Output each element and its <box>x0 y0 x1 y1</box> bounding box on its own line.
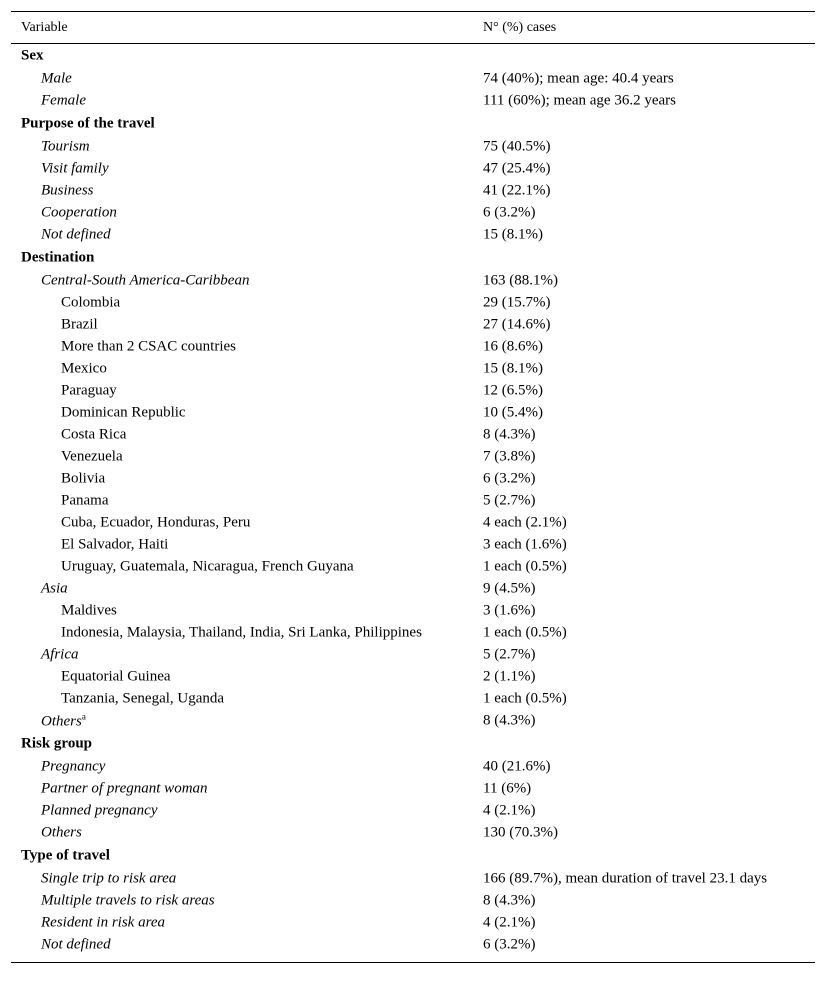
row-label <box>61 494 108 509</box>
row-label-text: Others <box>41 824 82 841</box>
row-label <box>41 760 105 775</box>
row-value: 6 (3.2%) <box>483 204 536 221</box>
table-row <box>11 644 815 666</box>
row-value: 74 (40%); mean age: 40.4 years <box>483 70 674 87</box>
row-label-text: Asia <box>41 580 68 597</box>
row-label-text: Resident in risk area <box>41 914 166 931</box>
row-label-text: More than 2 CSAC countries <box>61 338 236 355</box>
row-value: 7 (3.8%) <box>483 448 536 465</box>
row-label <box>41 94 86 109</box>
table-row <box>11 292 815 314</box>
row-value: 3 each (1.6%) <box>483 536 567 553</box>
table-row <box>11 402 815 424</box>
row-label-text: Others <box>41 713 82 730</box>
table-row <box>11 490 815 512</box>
row-value: 5 (2.7%) <box>483 492 536 509</box>
table-row <box>11 800 815 822</box>
row-label-text: Type of travel <box>21 847 110 864</box>
row-label-text: Cuba, Ecuador, Honduras, Peru <box>61 514 251 531</box>
table-row <box>11 512 815 534</box>
table-row <box>11 380 815 402</box>
row-label-text: Equatorial Guinea <box>61 668 171 685</box>
row-value: 111 (60%); mean age 36.2 years <box>483 92 676 109</box>
table-header <box>11 12 815 44</box>
row-label <box>61 626 422 641</box>
row-value: 41 (22.1%) <box>483 182 551 199</box>
row-label <box>41 713 86 730</box>
row-label <box>61 516 250 531</box>
row-label-text: Female <box>41 92 86 109</box>
row-label <box>61 428 126 443</box>
table-row <box>11 468 815 490</box>
row-label-text: Not defined <box>41 226 111 243</box>
row-label <box>41 162 109 177</box>
row-label <box>61 296 120 311</box>
row-value: 5 (2.7%) <box>483 646 536 663</box>
row-label <box>61 692 224 707</box>
row-label <box>21 737 92 752</box>
row-label-text: Paraguay <box>61 382 117 399</box>
row-label <box>61 538 168 553</box>
table-row <box>11 136 815 158</box>
row-label-text: Multiple travels to risk areas <box>41 892 215 909</box>
row-label <box>41 826 82 841</box>
row-value: 10 (5.4%) <box>483 404 543 421</box>
row-value: 9 (4.5%) <box>483 580 536 597</box>
row-value: 163 (88.1%) <box>483 272 558 289</box>
table-row <box>11 270 815 292</box>
section-row <box>11 246 815 270</box>
row-label <box>41 872 176 887</box>
row-label-text: Colombia <box>61 294 121 311</box>
table-row <box>11 336 815 358</box>
row-value: 16 (8.6%) <box>483 338 543 355</box>
row-value: 47 (25.4%) <box>483 160 551 177</box>
table-row <box>11 158 815 180</box>
row-value: 6 (3.2%) <box>483 470 536 487</box>
row-label-text: Brazil <box>61 316 98 333</box>
section-row <box>11 112 815 136</box>
row-value: 15 (8.1%) <box>483 360 543 377</box>
row-label <box>41 184 94 199</box>
row-label <box>41 582 68 597</box>
row-label-text: Cooperation <box>41 204 117 221</box>
row-label <box>61 318 98 333</box>
row-label-text: Visit family <box>41 160 109 177</box>
row-label-text: Mexico <box>61 360 107 377</box>
table-row <box>11 358 815 380</box>
row-label <box>21 849 110 864</box>
row-value: 1 each (0.5%) <box>483 690 567 707</box>
row-label <box>61 604 117 619</box>
table-row <box>11 534 815 556</box>
row-label <box>41 916 165 931</box>
row-label-text: Panama <box>61 492 109 509</box>
row-label <box>41 894 215 909</box>
row-label-text: Partner of pregnant woman <box>41 780 208 797</box>
row-value: 4 (2.1%) <box>483 914 536 931</box>
row-value: 3 (1.6%) <box>483 602 536 619</box>
row-label-text: El Salvador, Haiti <box>61 536 169 553</box>
table-row <box>11 202 815 224</box>
row-label-text: Central-South America-Caribbean <box>41 272 250 289</box>
row-label <box>21 251 94 266</box>
table-row <box>11 710 815 732</box>
row-value: 4 (2.1%) <box>483 802 536 819</box>
row-label-text: Planned pregnancy <box>41 802 158 819</box>
row-value: 166 (89.7%), mean duration of travel 23.1 days <box>483 870 768 887</box>
row-value: 1 each (0.5%) <box>483 624 567 641</box>
section-row <box>11 44 815 68</box>
section-row <box>11 844 815 868</box>
row-value: 2 (1.1%) <box>483 668 536 685</box>
row-label-text: Maldives <box>61 602 117 619</box>
table-row <box>11 424 815 446</box>
row-label-text: Risk group <box>21 735 93 752</box>
table-row <box>11 556 815 578</box>
row-value: 27 (14.6%) <box>483 316 551 333</box>
row-label <box>61 670 171 685</box>
header-variable: Variable <box>21 19 68 35</box>
row-value: 8 (4.3%) <box>483 426 536 443</box>
row-label-text: Single trip to risk area <box>41 870 177 887</box>
table-row <box>11 314 815 336</box>
row-label <box>61 472 105 487</box>
table-row <box>11 756 815 778</box>
table-row <box>11 180 815 202</box>
row-label <box>61 560 354 575</box>
row-value: 4 each (2.1%) <box>483 514 567 531</box>
row-label-text: Dominican Republic <box>61 404 186 421</box>
row-value: 29 (15.7%) <box>483 294 551 311</box>
row-label <box>41 274 249 289</box>
section-row <box>11 732 815 756</box>
table-row <box>11 934 815 956</box>
header-cases: N° (%) cases <box>483 19 557 35</box>
row-label-text: Male <box>41 70 72 87</box>
table-row <box>11 890 815 912</box>
table-row <box>11 600 815 622</box>
row-label-text: Pregnancy <box>41 758 106 775</box>
data-table <box>11 11 815 963</box>
row-label-text: Tourism <box>41 138 90 155</box>
table-body <box>11 44 815 956</box>
table-row <box>11 622 815 644</box>
row-label-text: Bolivia <box>61 470 106 487</box>
table-row <box>11 90 815 112</box>
row-label <box>21 117 155 132</box>
row-label <box>41 804 158 819</box>
row-label-text: Costa Rica <box>61 426 127 443</box>
row-label <box>41 782 208 797</box>
table-row <box>11 822 815 844</box>
row-label <box>21 49 44 64</box>
row-value: 8 (4.3%) <box>483 892 536 909</box>
row-label-text: Tanzania, Senegal, Uganda <box>61 690 225 707</box>
table-row <box>11 912 815 934</box>
row-label <box>41 72 72 87</box>
row-label-text: Venezuela <box>61 448 123 465</box>
row-label-text: Destination <box>21 249 95 266</box>
footnote-marker: a <box>81 711 86 722</box>
row-value: 15 (8.1%) <box>483 226 543 243</box>
table-row <box>11 446 815 468</box>
table-row <box>11 666 815 688</box>
row-label-text: Business <box>41 182 94 199</box>
row-value: 12 (6.5%) <box>483 382 543 399</box>
row-label <box>61 406 186 421</box>
table-row <box>11 224 815 246</box>
row-label-text: Not defined <box>41 936 111 953</box>
row-label <box>41 228 111 243</box>
row-label <box>41 140 90 155</box>
row-value: 6 (3.2%) <box>483 936 536 953</box>
row-value: 11 (6%) <box>483 780 532 797</box>
row-label <box>61 450 123 465</box>
row-value: 75 (40.5%) <box>483 138 551 155</box>
row-label <box>41 206 117 221</box>
row-label-text: Sex <box>21 47 44 64</box>
table-row <box>11 688 815 710</box>
row-label-text: Purpose of the travel <box>21 115 155 132</box>
row-value: 130 (70.3%) <box>483 824 558 841</box>
row-label-text: Indonesia, Malaysia, Thailand, India, Sri Lanka, Philippines <box>61 624 422 641</box>
row-value: 8 (4.3%) <box>483 712 536 729</box>
row-label <box>61 384 117 399</box>
row-label <box>41 938 111 953</box>
row-value: 40 (21.6%) <box>483 758 551 775</box>
row-value: 1 each (0.5%) <box>483 558 567 575</box>
table-row <box>11 578 815 600</box>
table-row <box>11 868 815 890</box>
row-label-text: Africa <box>41 646 79 663</box>
row-label-text: Uruguay, Guatemala, Nicaragua, French Guyana <box>61 558 354 575</box>
row-label <box>61 340 236 355</box>
table-row <box>11 778 815 800</box>
table-row <box>11 68 815 90</box>
row-label <box>61 362 107 377</box>
row-label <box>41 648 79 663</box>
